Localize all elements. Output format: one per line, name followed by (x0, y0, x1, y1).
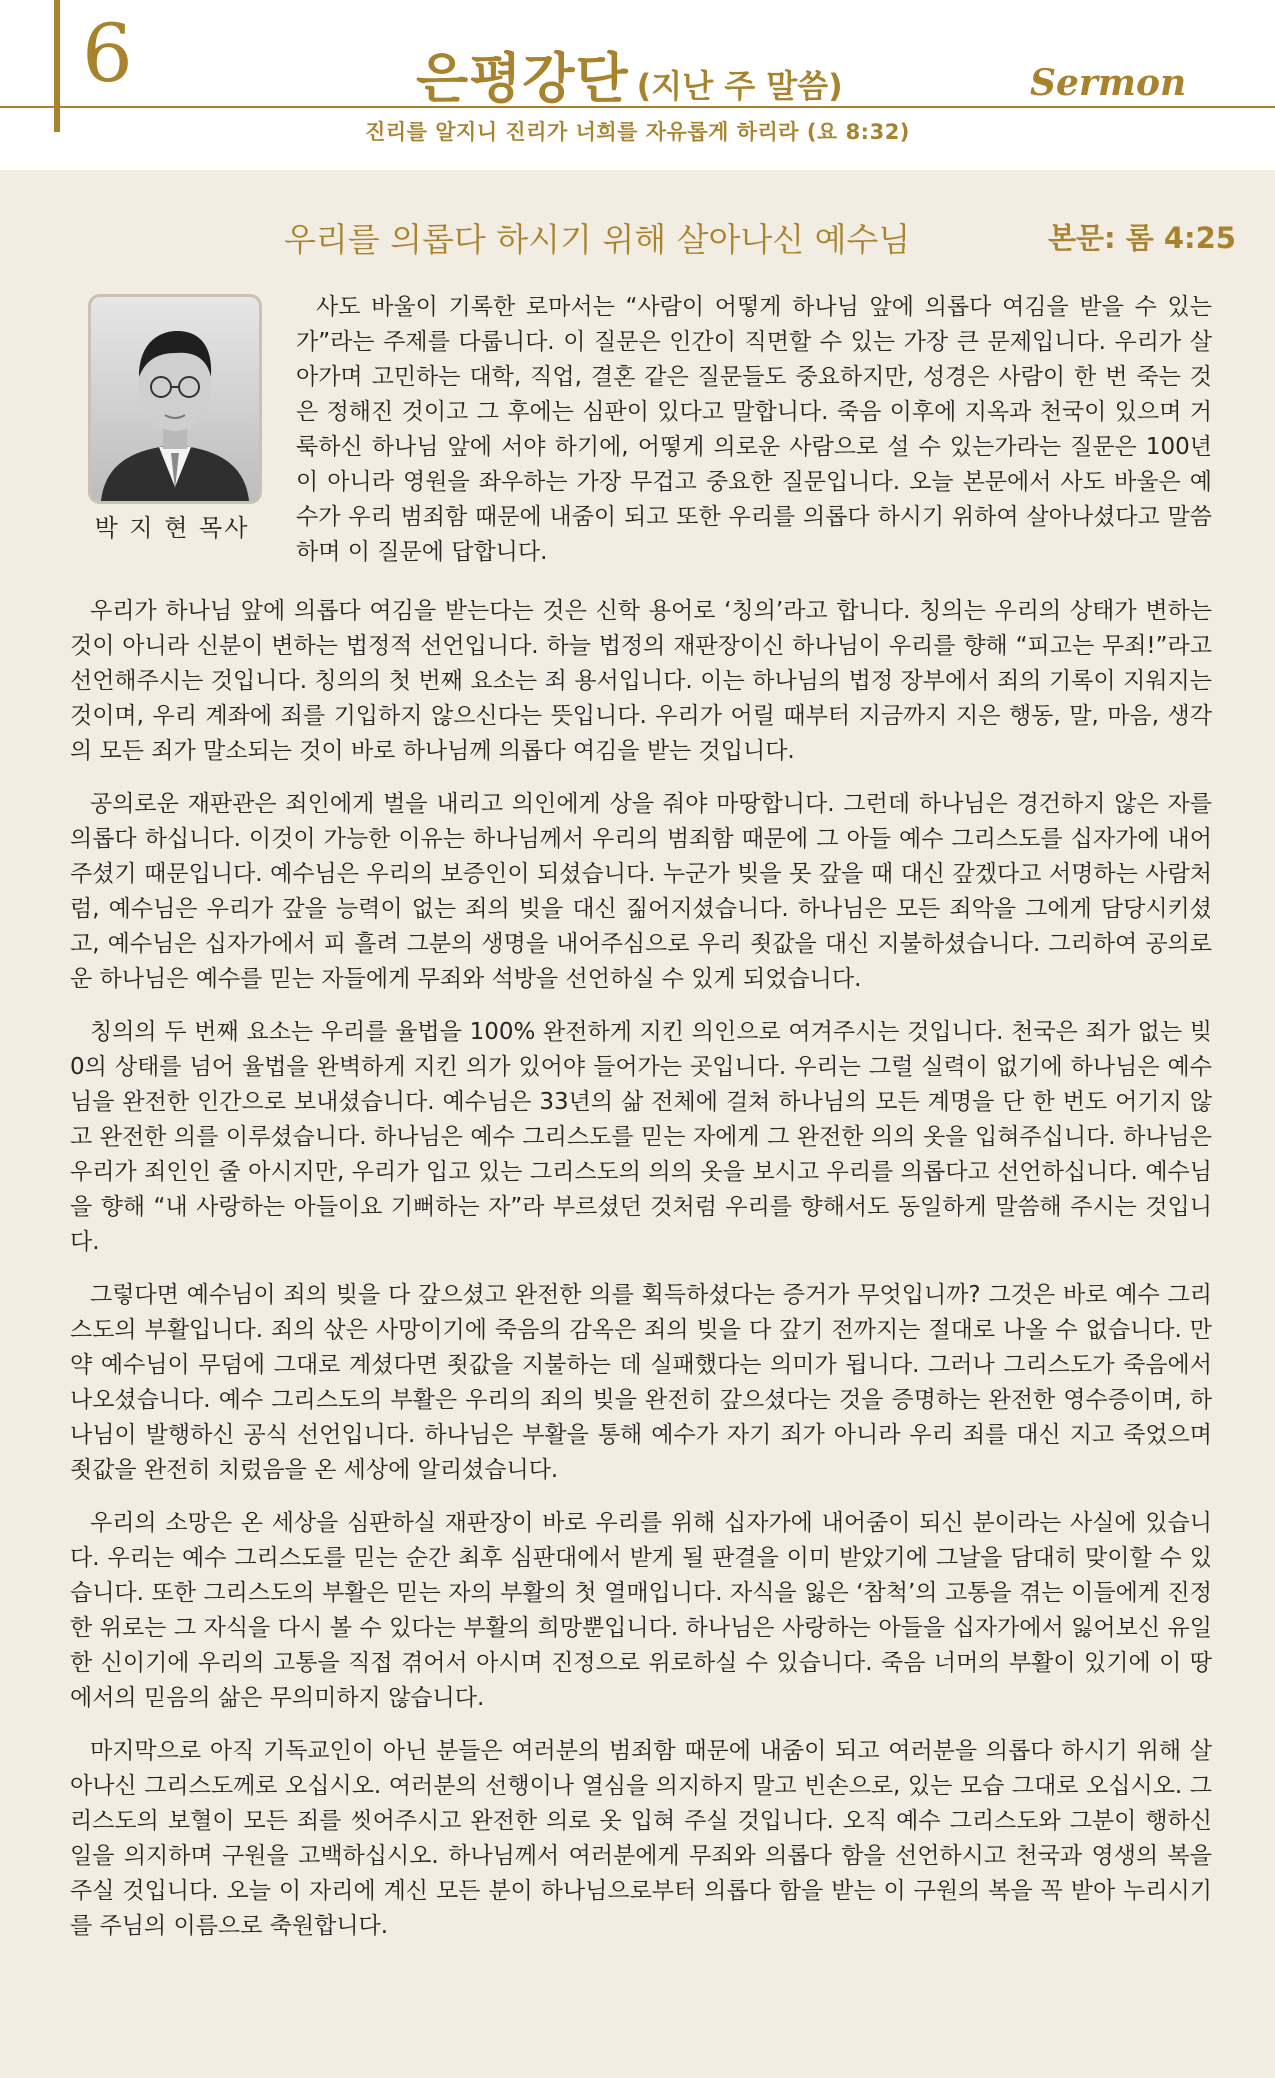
pastor-portrait-icon (91, 297, 259, 501)
sermon-paragraph: 우리가 하나님 앞에 의롭다 여김을 받는다는 것은 신학 용어로 ‘칭의’라고 합니다. 칭의는 우리의 상태가 변하는 것이 아니라 신분이 변하는 법정적 선언입니다. 하늘 법정의 재판장이신 하나님이 우리를 향해 “피고는 무죄!”라고 선언해주시는 것입니다. 칭의의 첫 번째 요소는 죄 용서입니다. 이는 하나님의 법정 장부에서 죄의 기록이 지워지는 것이며, 우리 계좌에 죄를 기입하지 않으신다는 뜻입니다. 우리가 어릴 때부터 지금까지 지은 행동, 말, 마음, 생각의 모든 죄가 말소되는 것이 바로 하나님께 의롭다 여김을 받는 것입니다. (70, 598, 1212, 764)
sermon-content (0, 170, 1275, 2078)
section-title (416, 36, 843, 113)
header-verse: 진리를 알지니 진리가 너희를 자유롭게 하리라 (요 8:32) (365, 120, 910, 144)
sermon-paragraph: 우리의 소망은 온 세상을 심판하실 재판장이 바로 우리를 위해 십자가에 내어줌이 되신 분이라는 사실에 있습니다. 우리는 예수 그리스도를 믿는 순간 최후 심판대에서 받게 될 판결을 이미 받았기에 그날을 담대히 맞이할 수 있습니다. 또한 그리스도의 부활은 믿는 자의 부활의 첫 열매입니다. 자식을 잃은 ‘참척’의 고통을 겪는 이들에게 진정한 위로는 그 자식을 다시 볼 수 있다는 부활의 희망뿐입니다. 하나님은 사랑하는 아들을 십자가에서 잃어보신 유일한 신이기에 우리의 고통을 직접 겪어서 아시며 진정으로 위로하실 수 있습니다. 죽음 너머의 부활이 있기에 이 땅에서의 믿음의 삶은 무의미하지 않습니다. (70, 1510, 1212, 1711)
page-number: 6 (82, 7, 133, 100)
pastor-name: 박 지 현 목사 (94, 514, 250, 542)
sermon-paragraph: 마지막으로 아직 기독교인이 아닌 분들은 여러분의 범죄함 때문에 내줌이 되고 여러분을 의롭다 하시기 위해 살아나신 그리스도께로 오십시오. 여러분의 선행이나 열심을 의지하지 말고 빈손으로, 있는 모습 그대로 오십시오. 그리스도의 보혈이 모든 죄를 씻어주시고 완전한 의로 옷 입혀 주실 것입니다. 오직 예수 그리스도와 그분이 행하신 일을 의지하며 구원을 고백하십시오. 하나님께서 여러분에게 무죄와 의롭다 함을 선언하시고 천국과 영생의 복을 주실 것입니다. 오늘 이 자리에 계신 모든 분이 하나님으로부터 의롭다 함을 받는 이 구원의 복을 꼭 받아 누리시기를 주님의 이름으로 축원합니다. (70, 1738, 1212, 1939)
sermon-paragraph: 공의로운 재판관은 죄인에게 벌을 내리고 의인에게 상을 줘야 마땅합니다. 그런데 하나님은 경건하지 않은 자를 의롭다 하십니다. 이것이 가능한 이유는 하나님께서 우리의 범죄함 때문에 그 아들 예수 그리스도를 십자가에 내어주셨기 때문입니다. 예수님은 우리의 보증인이 되셨습니다. 누군가 빚을 못 갚을 때 대신 갚겠다고 서명하는 사람처럼, 예수님은 우리가 갚을 능력이 없는 죄의 빚을 대신 짊어지셨습니다. 하나님은 모든 죄악을 그에게 담당시키셨고, 예수님은 십자가에서 피 흘려 그분의 생명을 내어주심으로 우리 죗값을 대신 지불하셨습니다. 그리하여 공의로운 하나님은 예수를 믿는 자들에게 무죄와 석방을 선언하실 수 있게 되었습니다. (70, 791, 1212, 992)
scripture-reference: 본문: 롬 4:25 (1048, 221, 1236, 255)
sermon-body (70, 594, 1212, 1962)
sermon-label: Sermon (1030, 62, 1187, 104)
section-title-sub: (지난 주 말씀) (636, 67, 843, 105)
section-title-main: 은평강단 (416, 47, 629, 110)
page-header (0, 0, 1275, 170)
sermon-title: 우리를 의롭다 하시기 위해 살아나신 예수님 (284, 220, 911, 259)
sermon-paragraph: 사도 바울이 기록한 로마서는 “사람이 어떻게 하나님 앞에 의롭다 여김을 받을 수 있는가”라는 주제를 다룹니다. 이 질문은 인간이 직면할 수 있는 가장 큰 문제입니다. 우리가 살아가며 고민하는 대학, 직업, 결혼 같은 질문들도 중요하지만, 성경은 사람이 한 번 죽는 것은 정해진 것이고 그 후에는 심판이 있다고 말합니다. 죽음 이후에 지옥과 천국이 있으며 거룩하신 하나님 앞에 서야 하기에, 어떻게 의로운 사람으로 설 수 있는가라는 질문은 100년이 아니라 영원을 좌우하는 가장 무겁고 중요한 질문입니다. 오늘 본문에서 사도 바울은 예수가 우리 범죄함 때문에 내줌이 되고 또한 우리를 의롭다 하시기 위하여 살아나셨다고 말씀하며 이 질문에 답합니다. (296, 294, 1212, 565)
sermon-paragraph: 칭의의 두 번째 요소는 우리를 율법을 100% 완전하게 지킨 의인으로 여겨주시는 것입니다. 천국은 죄가 없는 빚 0의 상태를 넘어 율법을 완벽하게 지킨 의가 있어야 들어가는 곳입니다. 우리는 그럴 실력이 없기에 하나님은 예수님을 완전한 인간으로 보내셨습니다. 예수님은 33년의 삶 전체에 걸쳐 하나님의 모든 계명을 단 한 번도 어기지 않고 완전한 의를 이루셨습니다. 하나님은 예수 그리스도를 믿는 자에게 그 완전한 의의 옷을 입혀주십니다. 하나님은 우리가 죄인인 줄 아시지만, 우리가 입고 있는 그리스도의 의의 옷을 보시고 우리를 의롭다고 선언하십니다. 예수님을 향해 “내 사랑하는 아들이요 기뻐하는 자”라 부르셨던 것처럼 우리를 향해서도 동일하게 말씀해 주시는 것입니다. (70, 1019, 1212, 1255)
header-vertical-rule (54, 0, 60, 132)
sermon-paragraph: 그렇다면 예수님이 죄의 빚을 다 갚으셨고 완전한 의를 획득하셨다는 증거가 무엇입니까? 그것은 바로 예수 그리스도의 부활입니다. 죄의 삯은 사망이기에 죽음의 감옥은 죄의 빚을 다 갚기 전까지는 절대로 나올 수 없습니다. 만약 예수님이 무덤에 그대로 계셨다면 죗값을 지불하는 데 실패했다는 의미가 됩니다. 그러나 그리스도가 죽음에서 나오셨습니다. 예수 그리스도의 부활은 우리의 죄의 빚을 완전히 갚으셨다는 것을 증명하는 완전한 영수증이며, 하나님이 발행하신 공식 선언입니다. 하나님은 부활을 통해 예수가 자기 죄가 아니라 우리 죄를 대신 지고 죽었으며 죗값을 완전히 치렀음을 온 세상에 알리셨습니다. (70, 1282, 1212, 1483)
pastor-photo (88, 294, 262, 504)
